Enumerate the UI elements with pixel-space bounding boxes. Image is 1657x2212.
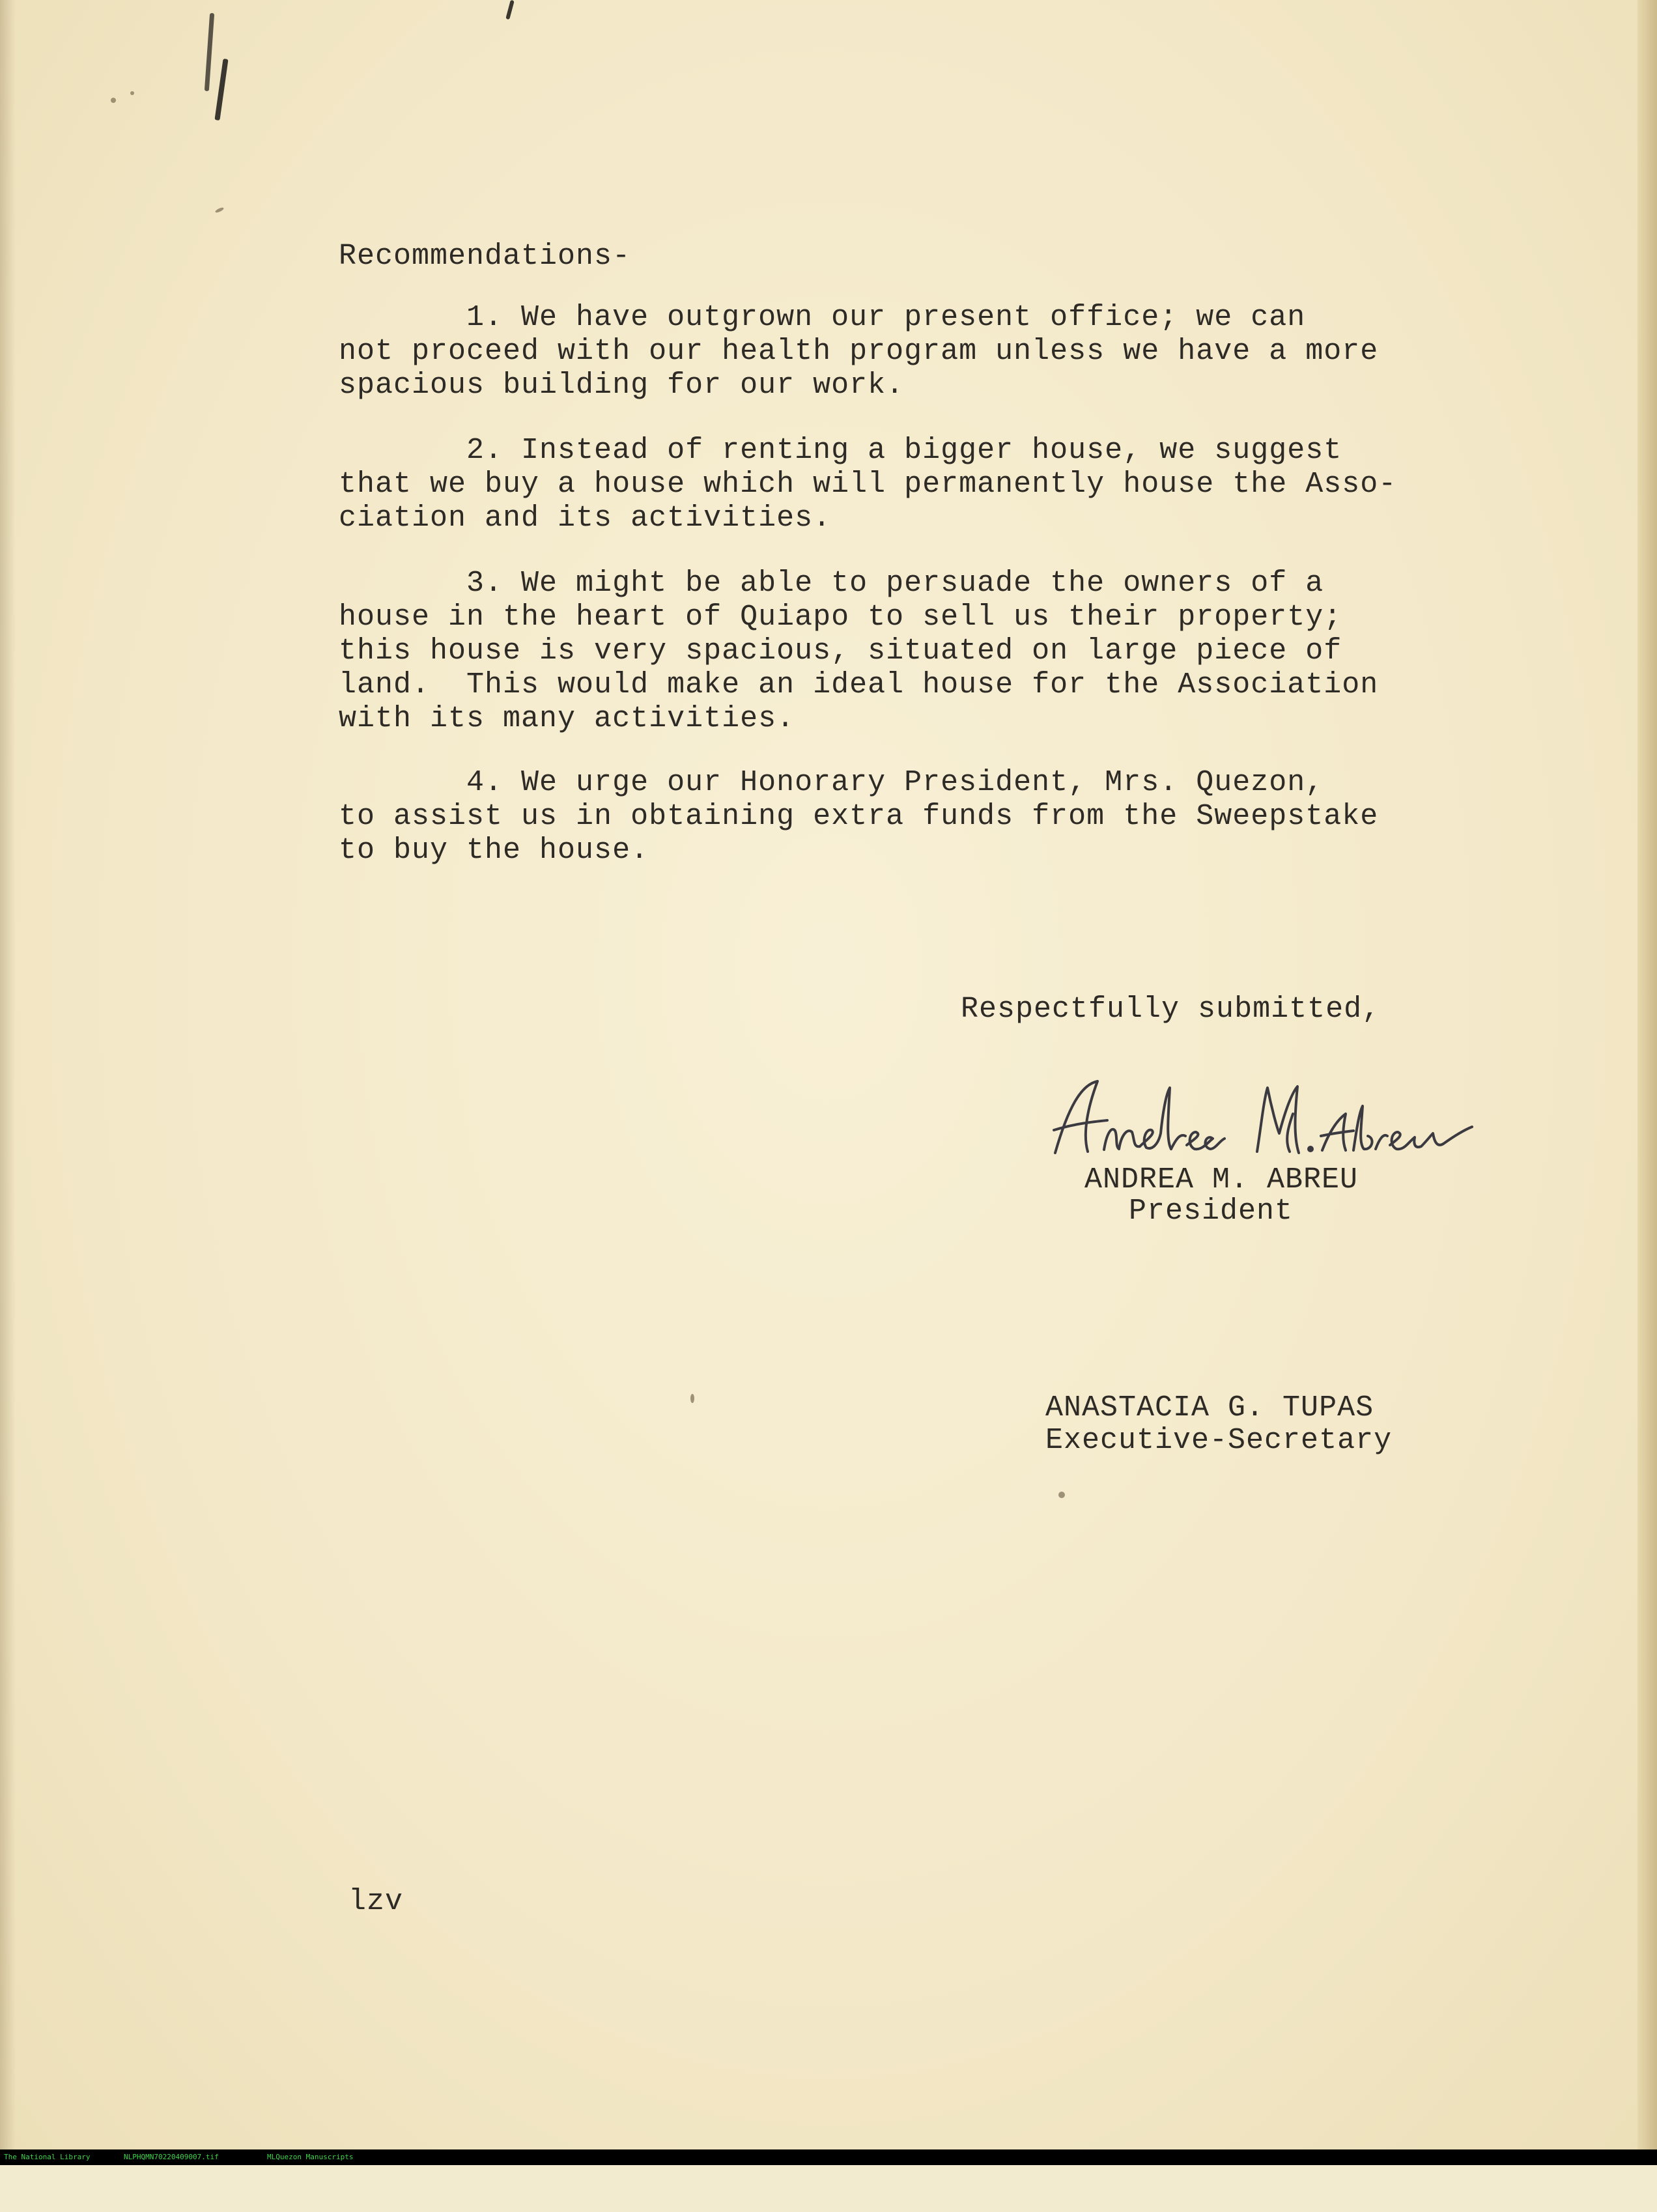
speck xyxy=(1058,1492,1065,1498)
speck xyxy=(111,98,116,103)
paragraph-line: ciation and its activities. xyxy=(339,502,832,535)
handwritten-signature xyxy=(1042,1068,1485,1166)
footer-collection: MLQuezon Manuscripts xyxy=(267,2153,354,2161)
signatory-2-name: ANASTACIA G. TUPAS xyxy=(1045,1391,1374,1425)
paragraph-line: land. This would make an ideal house for the Association xyxy=(339,668,1379,702)
recommendation-item-4 xyxy=(339,766,1511,868)
paragraph-line: this house is very spacious, situated on large piece of xyxy=(339,634,1342,668)
pencil-mark xyxy=(505,0,515,20)
footer-library: The National Library xyxy=(4,2153,91,2161)
paragraph-line: to assist us in obtaining extra funds from the Sweepstake xyxy=(339,800,1379,833)
page-left-shadow xyxy=(0,0,16,2149)
recommendation-item-1 xyxy=(339,301,1511,403)
closing-line: Respectfully submitted, xyxy=(961,993,1381,1026)
recommendations-heading: Recommendations- xyxy=(339,240,631,273)
signatory-2-title: Executive-Secretary xyxy=(1045,1424,1393,1457)
signatory-1-title: President xyxy=(1129,1195,1294,1228)
recommendation-item-2 xyxy=(339,434,1511,535)
paragraph-line: 4. We urge our Honorary President, Mrs. Quezon, xyxy=(339,766,1324,799)
signatory-1-name: ANDREA M. ABREU xyxy=(1084,1163,1359,1197)
pencil-mark xyxy=(214,59,228,121)
paragraph-line: that we buy a house which will permanently house the Asso- xyxy=(339,468,1397,501)
paragraph-line: spacious building for our work. xyxy=(339,369,905,402)
typist-initials: lzv xyxy=(348,1885,404,1918)
speck xyxy=(690,1394,694,1403)
paragraph-line: 2. Instead of renting a bigger house, we suggest xyxy=(339,434,1342,467)
recommendation-item-3 xyxy=(339,567,1511,736)
footer-filename: NLPHQMN70220409007.tif xyxy=(124,2153,219,2161)
page-right-edge xyxy=(1637,0,1657,2149)
paragraph-line: with its many activities. xyxy=(339,702,795,735)
paragraph-line: 1. We have outgrown our present office; we can xyxy=(339,301,1306,334)
paragraph-line: 3. We might be able to persuade the owners of a xyxy=(339,567,1324,600)
paragraph-line: not proceed with our health program unless we have a more xyxy=(339,335,1379,368)
paragraph-line: to buy the house. xyxy=(339,834,649,867)
pencil-mark xyxy=(205,13,214,91)
speck xyxy=(130,91,134,95)
speck xyxy=(215,206,225,213)
scan-footer xyxy=(0,2149,1657,2165)
paragraph-line: house in the heart of Quiapo to sell us their property; xyxy=(339,601,1342,634)
